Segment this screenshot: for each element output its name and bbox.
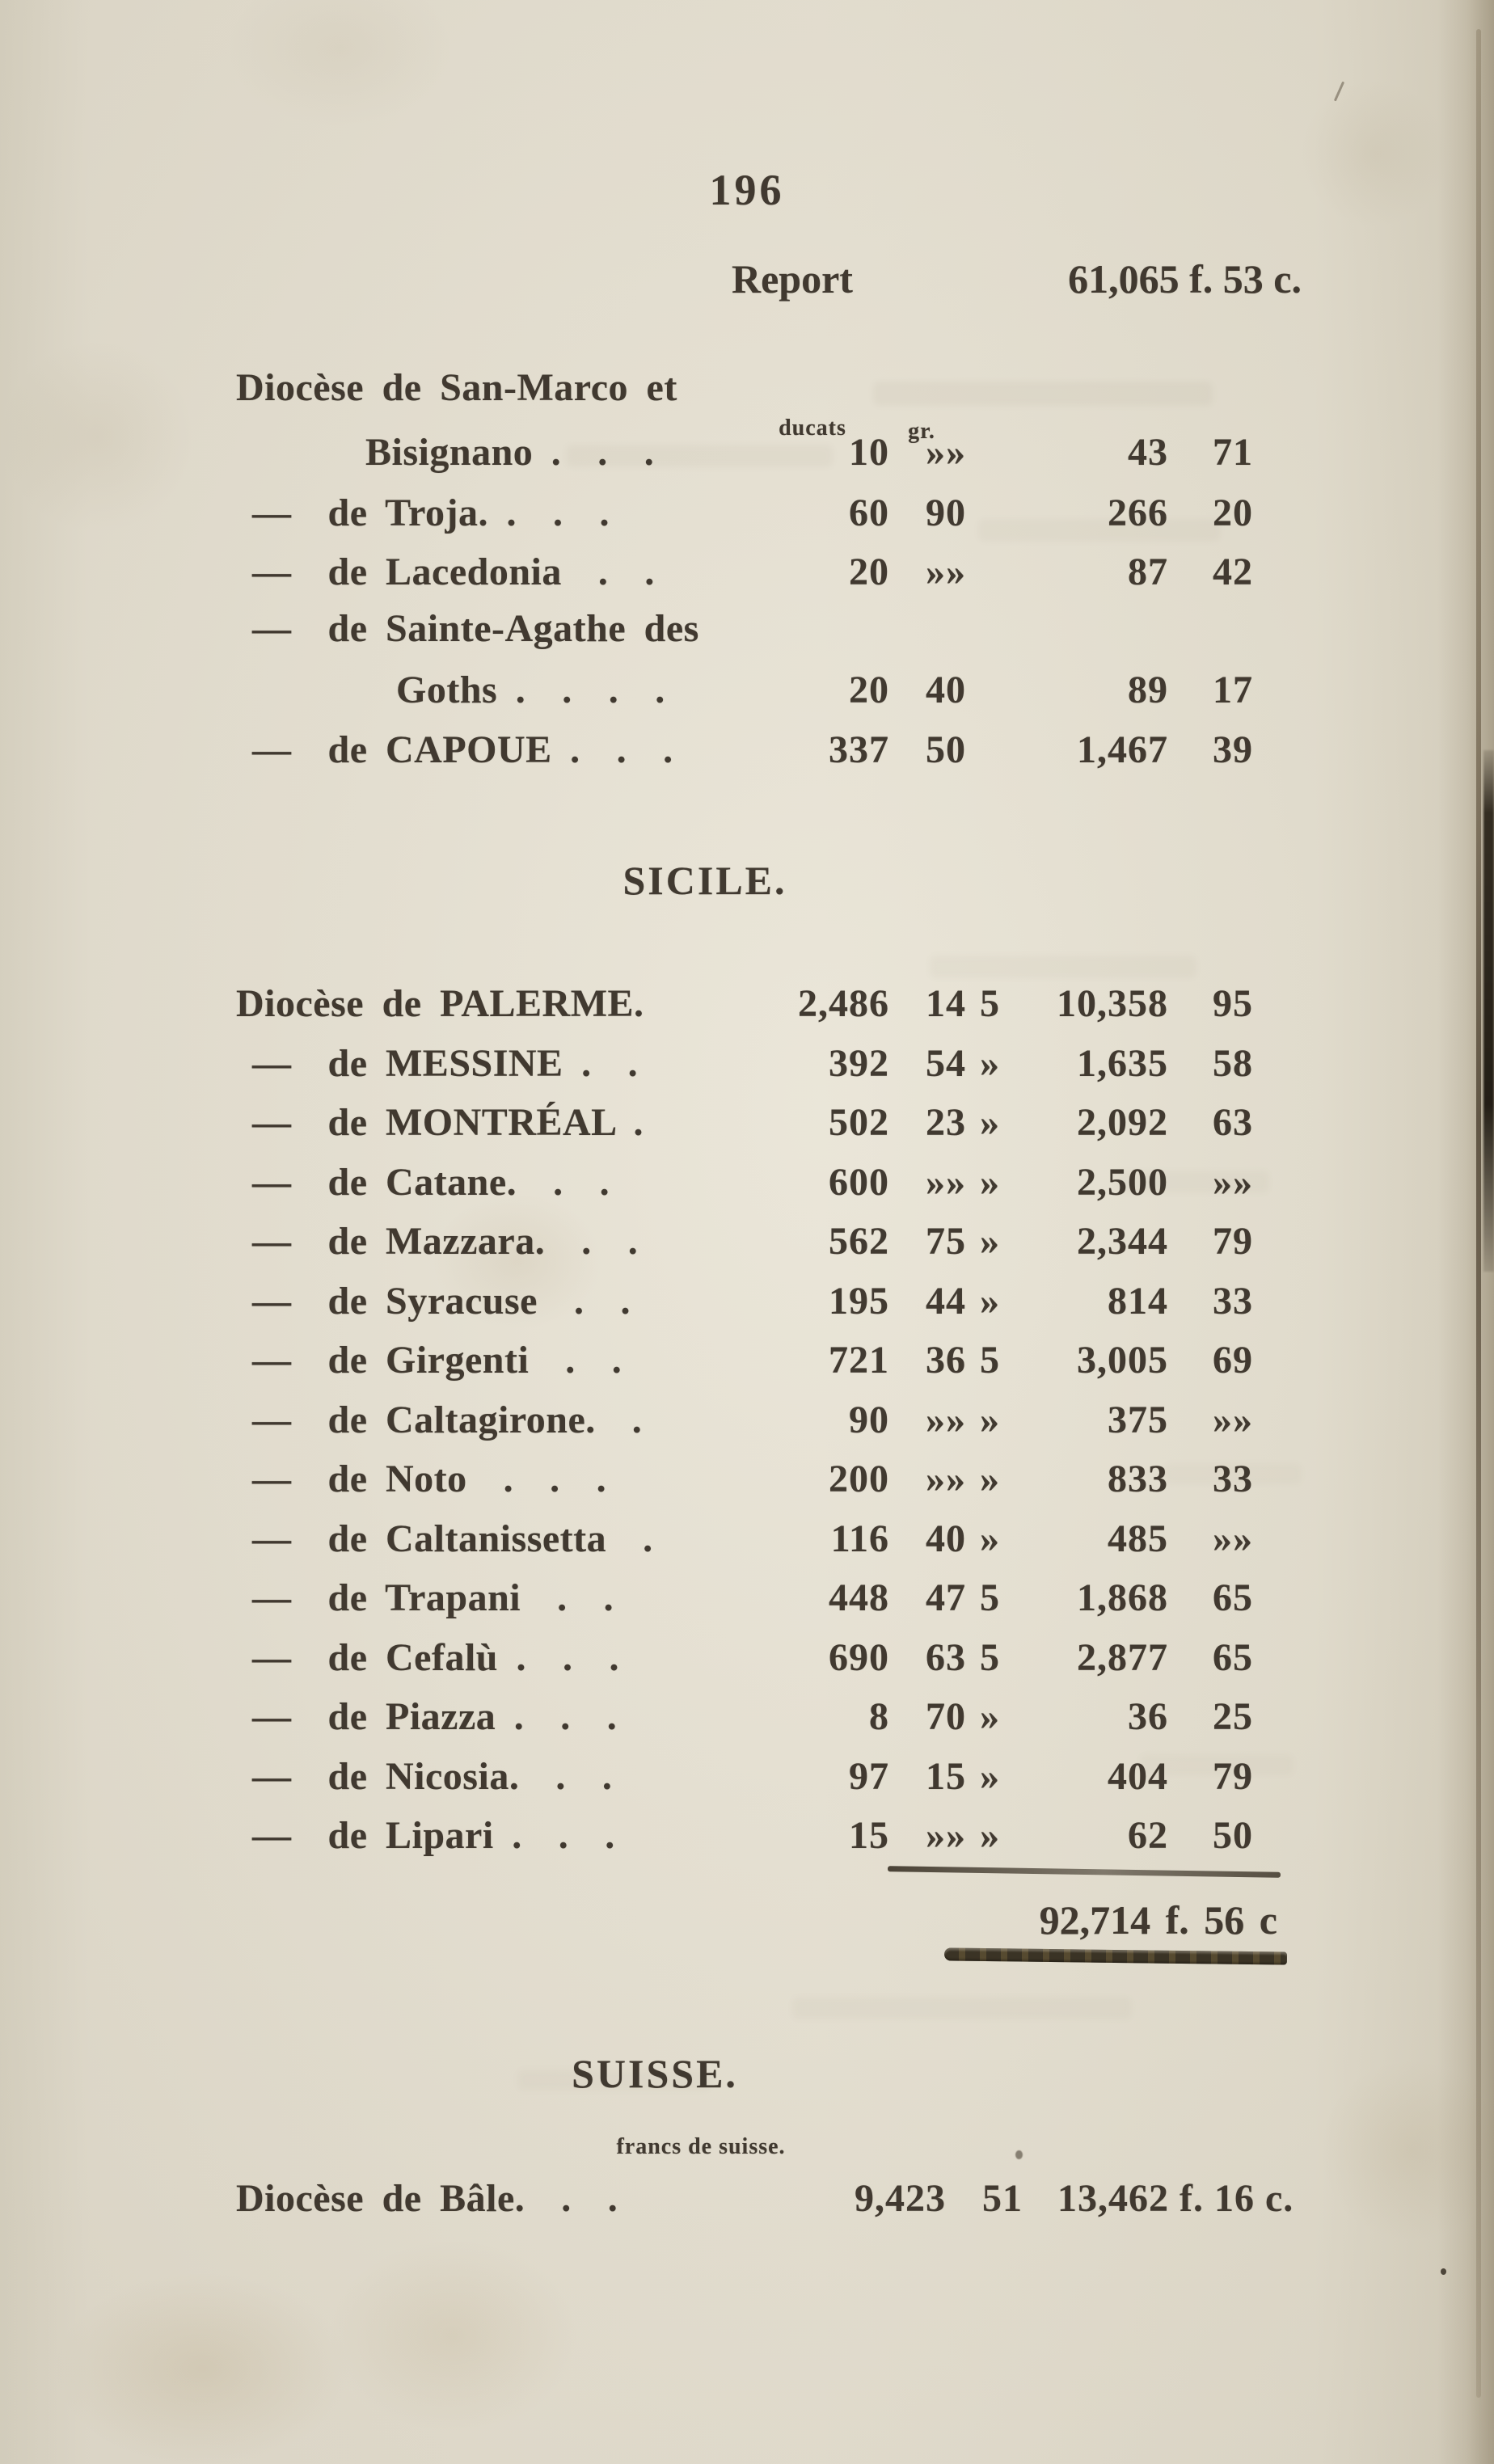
table-row <box>0 550 1494 603</box>
binding-dark-edge <box>1483 750 1494 1272</box>
row-label: — de Lipari . . . <box>252 1814 615 1857</box>
value-ducats: 116 <box>830 1517 889 1560</box>
table-row <box>0 1576 1494 1629</box>
value-grains: 15 <box>926 1755 966 1798</box>
value-grains: 75 <box>926 1220 966 1263</box>
row-label: — de Sainte-Agathe des <box>252 607 699 650</box>
value-francs: 43 <box>1128 431 1168 474</box>
row-label: — de MONTRÉAL . <box>252 1101 644 1144</box>
ink-speck <box>1441 2268 1446 2275</box>
row-label: — de CAPOUE . . . <box>252 728 673 771</box>
value-grains: 44 <box>926 1280 966 1323</box>
value-cents: 65 <box>1213 1636 1253 1679</box>
table-row <box>0 1635 1494 1689</box>
value-cents: »» <box>1213 1399 1253 1441</box>
ink-speck <box>1015 2150 1023 2159</box>
value-cents: 39 <box>1213 728 1253 771</box>
table-row <box>0 1694 1494 1748</box>
table-row <box>0 2176 1494 2230</box>
row-label: — de Troja. . . . <box>252 492 610 534</box>
row-label: — de MESSINE . . <box>252 1042 639 1085</box>
value-cents: 79 <box>1213 1220 1253 1263</box>
paper-scratch <box>1334 82 1344 102</box>
row-label: — de Catane. . . <box>252 1161 610 1204</box>
table-row <box>0 1517 1494 1570</box>
table-row <box>0 1219 1494 1272</box>
value-ducats: 60 <box>849 492 889 534</box>
value-francs: 2,344 <box>1077 1220 1168 1263</box>
column-header-grains: gr. <box>908 419 935 444</box>
value-extra: » <box>980 1814 1000 1857</box>
value-grains: 40 <box>926 1517 966 1560</box>
value-cents: 25 <box>1213 1695 1253 1738</box>
value-francs: 1,635 <box>1077 1042 1168 1085</box>
value-grains: »» <box>926 1161 966 1204</box>
value-cents: 33 <box>1213 1458 1253 1500</box>
row-label: Diocèse de PALERME. <box>236 982 644 1025</box>
value-cents: 17 <box>1213 669 1253 711</box>
value-francs: 2,500 <box>1077 1161 1168 1204</box>
value-extra: » <box>980 1101 1000 1144</box>
value-grains: 54 <box>926 1042 966 1085</box>
bleedthrough-smudge <box>930 956 1196 978</box>
value-cents: 50 <box>1213 1814 1253 1857</box>
value-cents: 69 <box>1213 1339 1253 1382</box>
value-francs_suisse: 9,423 <box>855 2177 946 2220</box>
value-extra: 5 <box>980 1339 1000 1382</box>
value-francs: 1,868 <box>1077 1576 1168 1619</box>
value-ducats: 200 <box>829 1458 889 1500</box>
value-grains: »» <box>926 1458 966 1500</box>
value-cents: 71 <box>1213 431 1253 474</box>
column-header-francs-suisse: francs de suisse. <box>616 2134 786 2159</box>
value-cents: 63 <box>1213 1101 1253 1144</box>
value-ducats: 337 <box>829 728 889 771</box>
value-extra: » <box>980 1042 1000 1085</box>
value-grains: »» <box>926 1814 966 1857</box>
value-ducats: 90 <box>849 1399 889 1441</box>
table-row <box>0 1100 1494 1154</box>
value-extra: 5 <box>980 1636 1000 1679</box>
value-cents: 42 <box>1213 551 1253 593</box>
value-ducats: 502 <box>829 1101 889 1144</box>
table-row <box>0 1338 1494 1391</box>
value-extra: » <box>980 1399 1000 1441</box>
value-extra: 5 <box>980 982 1000 1025</box>
value-ducats: 690 <box>829 1636 889 1679</box>
total-double-rule <box>944 1947 1287 1964</box>
table-row <box>0 606 1494 660</box>
row-label: Diocèse de San-Marco et <box>236 366 677 409</box>
row-label: — de Cefalù . . . <box>252 1636 619 1679</box>
value-extra: » <box>980 1755 1000 1798</box>
table-row <box>0 1398 1494 1451</box>
value-francs: 814 <box>1108 1280 1168 1323</box>
value-francs: 375 <box>1108 1399 1168 1441</box>
value-francs: 2,092 <box>1077 1101 1168 1144</box>
row-label: — de Caltagirone. . <box>252 1399 643 1441</box>
value-ducats: 15 <box>849 1814 889 1857</box>
value-francs: 36 <box>1128 1695 1168 1738</box>
value-ducats: 97 <box>849 1755 889 1798</box>
value-francs: 1,467 <box>1077 728 1168 771</box>
value-extra: 5 <box>980 1576 1000 1619</box>
value-cents: »» <box>1213 1517 1253 1560</box>
value-cents: 95 <box>1213 982 1253 1025</box>
value-cents: »» <box>1213 1161 1253 1204</box>
table-row <box>0 1041 1494 1095</box>
value-extra: » <box>980 1280 1000 1323</box>
value-total: 13,462 f. 16 c. <box>1057 2177 1294 2220</box>
row-label: — de Nicosia. . . <box>252 1755 613 1798</box>
value-ducats: 20 <box>849 551 889 593</box>
value-grains: 36 <box>926 1339 966 1382</box>
value-grains: 63 <box>926 1636 966 1679</box>
value-extra: » <box>980 1161 1000 1204</box>
value-grains: »» <box>926 551 966 593</box>
value-ducats: 195 <box>829 1280 889 1323</box>
row-label: — de Lacedonia . . <box>252 551 655 593</box>
table-row <box>0 1279 1494 1332</box>
value-francs: 485 <box>1108 1517 1168 1560</box>
value-ducats: 562 <box>829 1220 889 1263</box>
value-grains: 40 <box>926 669 966 711</box>
value-grains: 23 <box>926 1101 966 1144</box>
value-ducats: 600 <box>829 1161 889 1204</box>
table-row <box>0 1457 1494 1510</box>
value-francs: 2,877 <box>1077 1636 1168 1679</box>
column-header-ducats: ducats <box>779 416 846 441</box>
value-cents: 33 <box>1213 1280 1253 1323</box>
value-francs: 833 <box>1108 1458 1168 1500</box>
value-ducats: 10 <box>849 431 889 474</box>
value-grains: 70 <box>926 1695 966 1738</box>
value-francs: 10,358 <box>1057 982 1168 1025</box>
row-label: — de Girgenti . . <box>252 1339 622 1382</box>
value-grains: 90 <box>926 492 966 534</box>
page-number: 196 <box>709 166 785 214</box>
value-grains: 14 <box>926 982 966 1025</box>
value-ducats: 2,486 <box>798 982 889 1025</box>
bleedthrough-smudge <box>792 1997 1132 2019</box>
table-row <box>0 365 1494 419</box>
value-fs_cents: 51 <box>982 2177 1023 2220</box>
table-row <box>0 668 1494 721</box>
value-grains: »» <box>926 1399 966 1441</box>
total-rule <box>888 1866 1281 1878</box>
row-label: Bisignano . . . <box>365 431 655 474</box>
row-label: — de Mazzara. . . <box>252 1220 639 1263</box>
table-row <box>0 430 1494 483</box>
value-ducats: 448 <box>829 1576 889 1619</box>
value-grains: 50 <box>926 728 966 771</box>
row-label: — de Syracuse . . <box>252 1280 631 1323</box>
value-ducats: 20 <box>849 669 889 711</box>
sicile-section-title: SICILE. <box>622 858 787 903</box>
sicile-grand-total: 92,714 f. 56 c <box>1039 1897 1277 1943</box>
value-francs: 266 <box>1108 492 1168 534</box>
value-extra: » <box>980 1220 1000 1263</box>
row-label: — de Caltanissetta . <box>252 1517 653 1560</box>
row-label: — de Noto . . . <box>252 1458 607 1500</box>
value-francs: 87 <box>1128 551 1168 593</box>
row-label: — de Trapani . . <box>252 1576 614 1619</box>
report-carried-total: 61,065 f. 53 c. <box>1068 256 1302 302</box>
table-row <box>0 981 1494 1035</box>
table-row <box>0 728 1494 781</box>
report-line <box>0 255 1494 307</box>
value-cents: 20 <box>1213 492 1253 534</box>
value-francs: 62 <box>1128 1814 1168 1857</box>
value-ducats: 8 <box>869 1695 889 1738</box>
value-cents: 58 <box>1213 1042 1253 1085</box>
table-row <box>0 1754 1494 1808</box>
value-ducats: 721 <box>829 1339 889 1382</box>
suisse-section-title: SUISSE. <box>572 2051 738 2096</box>
row-label: — de Piazza . . . <box>252 1695 618 1738</box>
row-label: Diocèse de Bâle. . . <box>236 2177 618 2220</box>
value-francs: 404 <box>1108 1755 1168 1798</box>
page-edge-line <box>1476 29 1481 2398</box>
value-francs: 3,005 <box>1077 1339 1168 1382</box>
value-cents: 65 <box>1213 1576 1253 1619</box>
table-row <box>0 1813 1494 1867</box>
value-francs: 89 <box>1128 669 1168 711</box>
table-row <box>0 491 1494 544</box>
value-grains: »» <box>926 431 966 474</box>
row-label: Goths . . . . <box>396 669 665 711</box>
table-row <box>0 1160 1494 1213</box>
value-ducats: 392 <box>829 1042 889 1085</box>
value-extra: » <box>980 1517 1000 1560</box>
value-extra: » <box>980 1458 1000 1500</box>
value-cents: 79 <box>1213 1755 1253 1798</box>
value-grains: 47 <box>926 1576 966 1619</box>
report-label: Report <box>732 256 853 302</box>
value-extra: » <box>980 1695 1000 1738</box>
